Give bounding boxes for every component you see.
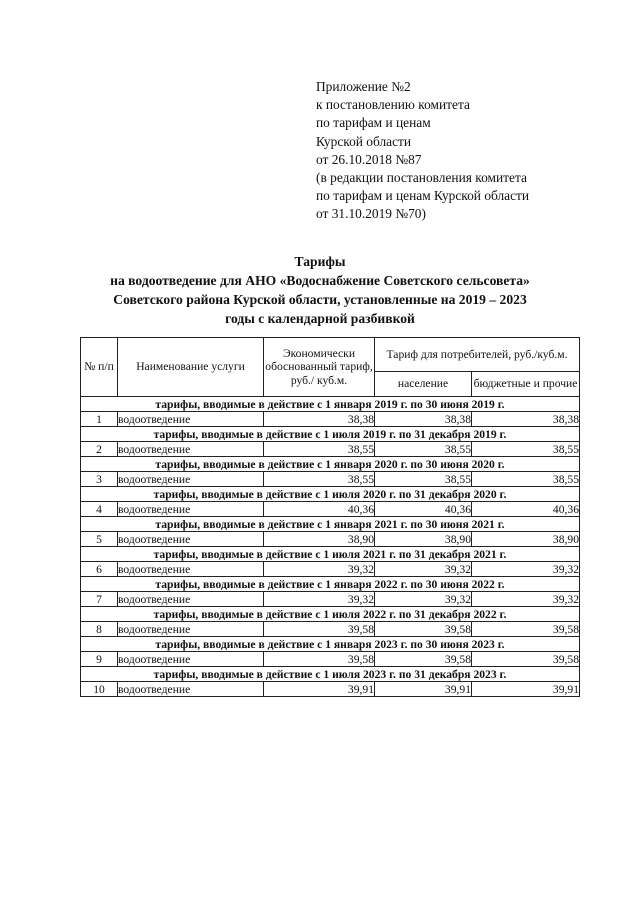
- annex-line: по тарифам и ценам Курской области: [316, 188, 530, 204]
- row-econ-tariff: 38,38: [264, 412, 375, 427]
- row-service: водоотведение: [118, 472, 264, 487]
- row-population-tariff: 39,32: [375, 562, 472, 577]
- tariff-table-body: [81, 397, 580, 697]
- table-row: [81, 532, 580, 547]
- heading-line: годы с календарной разбивкой: [225, 311, 415, 326]
- period-row: [81, 577, 580, 592]
- row-service: водоотведение: [118, 682, 264, 697]
- row-service: водоотведение: [118, 562, 264, 577]
- period-row: [81, 547, 580, 562]
- annex-line: Курской области: [316, 133, 412, 149]
- row-service: водоотведение: [118, 412, 264, 427]
- period-title: тарифы, вводимые в действие с 1 июля 2019 г. по 31 декабря 2019 г.: [81, 427, 580, 442]
- period-row: [81, 517, 580, 532]
- row-service: водоотведение: [118, 442, 264, 457]
- row-service: водоотведение: [118, 652, 264, 667]
- annex-line: от 31.10.2019 №70): [316, 206, 426, 222]
- heading-line: на водоотведение для АНО «Водоснабжение Советского сельсовета»: [110, 273, 530, 288]
- row-econ-tariff: 39,32: [264, 562, 375, 577]
- annex-line: по тарифам и ценам: [316, 115, 431, 131]
- document-title: Тарифы: [294, 254, 346, 269]
- row-budget-tariff: 39,58: [472, 622, 580, 637]
- table-row: [81, 472, 580, 487]
- row-population-tariff: 39,58: [375, 622, 472, 637]
- annex-line: от 26.10.2018 №87: [316, 151, 422, 167]
- period-row: [81, 457, 580, 472]
- table-row: [81, 592, 580, 607]
- row-econ-tariff: 39,58: [264, 622, 375, 637]
- row-budget-tariff: 39,91: [472, 682, 580, 697]
- header-num: № п/п: [81, 338, 118, 397]
- row-budget-tariff: 38,38: [472, 412, 580, 427]
- row-num: 8: [81, 622, 118, 637]
- row-num: 9: [81, 652, 118, 667]
- annex-line: Приложение №2: [316, 79, 411, 94]
- period-row: [81, 607, 580, 622]
- header-population: население: [375, 372, 472, 397]
- period-row: [81, 637, 580, 652]
- row-population-tariff: 38,55: [375, 442, 472, 457]
- row-budget-tariff: 38,55: [472, 442, 580, 457]
- row-num: 10: [81, 682, 118, 697]
- row-population-tariff: 39,32: [375, 592, 472, 607]
- period-row: [81, 667, 580, 682]
- row-budget-tariff: 39,32: [472, 562, 580, 577]
- row-num: 5: [81, 532, 118, 547]
- table-row: [81, 442, 580, 457]
- period-row: [81, 397, 580, 412]
- row-econ-tariff: 39,91: [264, 682, 375, 697]
- row-budget-tariff: 39,58: [472, 652, 580, 667]
- period-title: тарифы, вводимые в действие с 1 июля 2020 г. по 31 декабря 2020 г.: [81, 487, 580, 502]
- annex-line: к постановлению комитета: [316, 97, 470, 113]
- row-econ-tariff: 38,55: [264, 472, 375, 487]
- table-row: [81, 652, 580, 667]
- annex-block: [316, 78, 616, 224]
- table-row: [81, 562, 580, 577]
- header-service: Наименование услуги: [118, 338, 264, 397]
- period-title: тарифы, вводимые в действие с 1 июля 2022 г. по 31 декабря 2022 г.: [81, 607, 580, 622]
- row-service: водоотведение: [118, 502, 264, 517]
- period-title: тарифы, вводимые в действие с 1 января 2023 г. по 30 июня 2023 г.: [81, 637, 580, 652]
- row-num: 2: [81, 442, 118, 457]
- period-title: тарифы, вводимые в действие с 1 июля 2021 г. по 31 декабря 2021 г.: [81, 547, 580, 562]
- row-population-tariff: 38,38: [375, 412, 472, 427]
- header-budget: бюджетные и прочие: [472, 372, 580, 397]
- row-econ-tariff: 39,58: [264, 652, 375, 667]
- period-title: тарифы, вводимые в действие с 1 июля 2023 г. по 31 декабря 2023 г.: [81, 667, 580, 682]
- row-econ-tariff: 38,90: [264, 532, 375, 547]
- annex-line: (в редакции постановления комитета: [316, 170, 527, 186]
- table-row: [81, 502, 580, 517]
- row-population-tariff: 38,90: [375, 532, 472, 547]
- header-consumer-tariff: Тариф для потребителей, руб./куб.м.: [375, 338, 580, 372]
- row-service: водоотведение: [118, 532, 264, 547]
- row-budget-tariff: 38,90: [472, 532, 580, 547]
- row-population-tariff: 39,58: [375, 652, 472, 667]
- row-population-tariff: 40,36: [375, 502, 472, 517]
- heading-line: Советского района Курской области, установленные на 2019 – 2023: [113, 292, 527, 307]
- row-num: 1: [81, 412, 118, 427]
- header-econ-tariff: Экономически обоснованный тариф, руб./ куб.м.: [264, 338, 375, 397]
- row-num: 3: [81, 472, 118, 487]
- period-title: тарифы, вводимые в действие с 1 января 2021 г. по 30 июня 2021 г.: [81, 517, 580, 532]
- period-row: [81, 427, 580, 442]
- tariff-table: [80, 337, 580, 697]
- row-service: водоотведение: [118, 622, 264, 637]
- document-heading: [60, 252, 580, 328]
- period-title: тарифы, вводимые в действие с 1 января 2020 г. по 30 июня 2020 г.: [81, 457, 580, 472]
- row-budget-tariff: 38,55: [472, 472, 580, 487]
- row-econ-tariff: 39,32: [264, 592, 375, 607]
- row-num: 4: [81, 502, 118, 517]
- period-title: тарифы, вводимые в действие с 1 января 2022 г. по 30 июня 2022 г.: [81, 577, 580, 592]
- period-row: [81, 487, 580, 502]
- row-econ-tariff: 38,55: [264, 442, 375, 457]
- period-title: тарифы, вводимые в действие с 1 января 2019 г. по 30 июня 2019 г.: [81, 397, 580, 412]
- row-num: 6: [81, 562, 118, 577]
- row-econ-tariff: 40,36: [264, 502, 375, 517]
- table-row: [81, 622, 580, 637]
- table-row: [81, 412, 580, 427]
- row-service: водоотведение: [118, 592, 264, 607]
- row-budget-tariff: 40,36: [472, 502, 580, 517]
- row-population-tariff: 38,55: [375, 472, 472, 487]
- table-row: [81, 682, 580, 697]
- row-population-tariff: 39,91: [375, 682, 472, 697]
- row-num: 7: [81, 592, 118, 607]
- row-budget-tariff: 39,32: [472, 592, 580, 607]
